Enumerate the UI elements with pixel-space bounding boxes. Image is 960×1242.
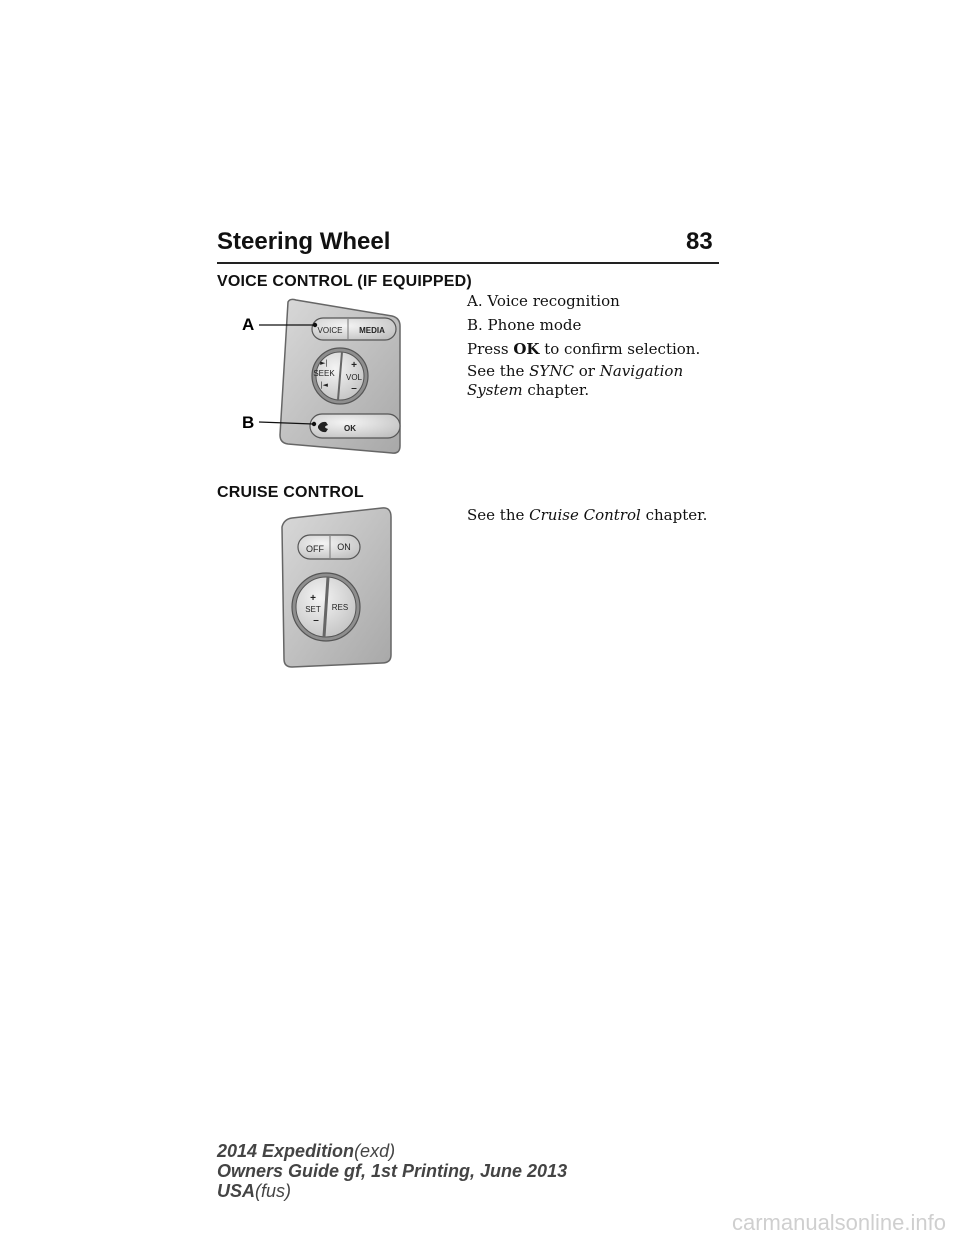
voice-control-heading: VOICE CONTROL (IF EQUIPPED) [217, 273, 472, 290]
cruise-see-prefix: See the [467, 506, 525, 524]
callout-a: A [242, 315, 255, 334]
see-prefix: See the [467, 362, 525, 380]
footer-line-2: Owners Guide gf, 1st Printing, June 2013 [217, 1161, 568, 1181]
header-rule [217, 262, 719, 264]
vol-label: VOL [345, 373, 363, 382]
callout-b: B [242, 413, 255, 432]
footer-market: USA [217, 1181, 256, 1201]
off-label: OFF [306, 544, 324, 554]
press-ok-instruction [467, 340, 700, 359]
see-or: or [578, 362, 595, 380]
see-sync-reference [467, 362, 692, 400]
cruise-chapter-link: Cruise Control [529, 506, 641, 524]
ok-label: OK [344, 424, 356, 433]
media-label: MEDIA [359, 326, 385, 335]
seek-previous-icon: |◄ [320, 381, 328, 389]
seek-next-icon: ►| [320, 359, 328, 367]
cruise-control-heading: CRUISE CONTROL [217, 484, 364, 501]
seek-label: SEEK [313, 369, 335, 378]
page-title: Steering Wheel [217, 228, 391, 255]
voice-item-b: B. Phone mode [467, 316, 582, 334]
see-cruise-reference [467, 506, 707, 525]
footer-block [217, 1141, 567, 1201]
vol-minus-label: – [351, 383, 357, 394]
press-suffix: to confirm selection. [544, 340, 701, 358]
cruise-see-suffix: chapter. [645, 506, 708, 524]
vol-plus-label: + [351, 360, 357, 371]
press-prefix: Press [467, 340, 509, 358]
set-minus-label: – [313, 615, 319, 626]
footer-line-1 [217, 1141, 567, 1161]
navigation-chapter-link: Navigation System [467, 362, 684, 399]
footer-model-code: (exd) [354, 1141, 396, 1161]
voice-item-a: A. Voice recognition [467, 292, 620, 310]
res-label: RES [331, 603, 349, 612]
footer-market-code: (fus) [255, 1181, 292, 1201]
voice-control-figure [230, 292, 410, 462]
on-label: ON [337, 542, 351, 552]
ok-key: OK [513, 340, 540, 358]
sync-chapter-link: SYNC [529, 362, 574, 380]
set-label: SET [305, 605, 321, 614]
watermark: carmanualsonline.info [731, 1210, 946, 1235]
footer-model: 2014 Expedition [217, 1141, 355, 1161]
set-plus-label: + [310, 593, 316, 604]
see-suffix: chapter. [527, 381, 590, 399]
footer-line-3 [217, 1181, 567, 1201]
voice-label: VOICE [317, 326, 343, 335]
cruise-control-figure [270, 505, 400, 675]
page-number: 83 [686, 228, 713, 255]
